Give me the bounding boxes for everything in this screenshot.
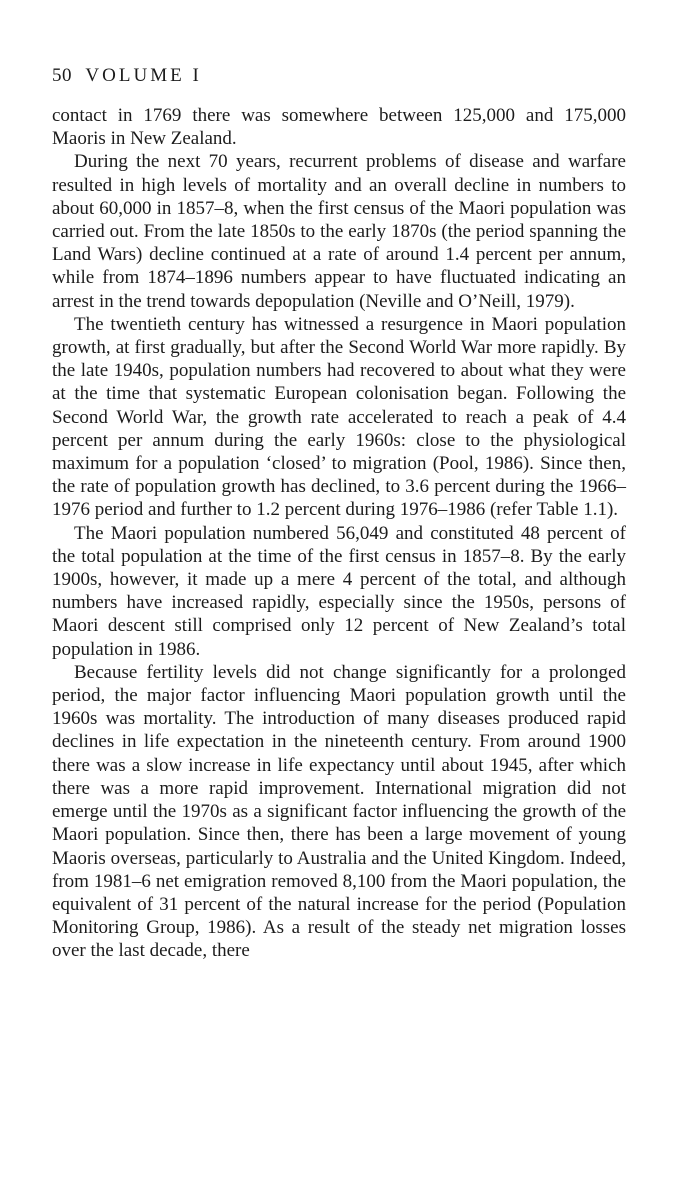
paragraph-mortality-migration: Because fertility levels did not change significantly for a prolonged period, the major factor influencing Maori population growth until the 1960s was mortality. The introduction of many diseases produced rapid declines in life expectation in the nineteenth century. From around 1900 there was a slow increase in life expectancy until about 1945, after which there was a more rapid improvement. International migration did not emerge until the 1970s as a significant factor influencing the growth of the Maori population. Since then, there has been a large movement of young Maoris overseas, particularly to Australia and the United Kingdom. Indeed, from 1981–6 net emigration removed 8,100 from the Maori population, the equivalent of 31 percent of the natural increase for the period (Population Monitoring Group, 1986). As a result of the steady net migration losses over the last decade, there bbox=[52, 661, 626, 962]
running-head bbox=[52, 64, 626, 88]
body-text bbox=[52, 104, 626, 963]
volume-label: VOLUME I bbox=[85, 65, 202, 86]
paragraph-resurgence: The twentieth century has witnessed a resurgence in Maori population growth, at first gradually, but after the Second World War more rapidly. By the late 1940s, population numbers had recovered to about what they were at the time that systematic European colonisation began. Following the Second World War, the growth rate accelerated to reach a peak of 4.4 percent per annum during the early 1960s: close to the physiological maximum for a population ‘closed’ to migration (Pool, 1986). Since then, the rate of population growth has declined, to 3.6 percent during the 1966–1976 period and further to 1.2 percent during 1976–1986 (refer Table 1.1). bbox=[52, 313, 626, 521]
paragraph-decline: During the next 70 years, recurrent problems of disease and warfare resulted in high levels of mortality and an overall decline in numbers to about 60,000 in 1857–8, when the first census of the Maori population was carried out. From the late 1850s to the early 1870s (the period spanning the Land Wars) decline continued at a rate of around 1.4 percent per annum, while from 1874–1896 numbers appear to have fluctuated indicating an arrest in the trend towards depopulation (Neville and O’Neill, 1979). bbox=[52, 151, 626, 312]
paragraph-proportion: The Maori population numbered 56,049 and constituted 48 percent of the total population at the time of the first census in 1857–8. By the early 1900s, however, it made up a mere 4 percent of the total, and although numbers have increased rapidly, especially since the 1950s, persons of Maori descent still comprised only 12 percent of New Zealand’s total population in 1986. bbox=[52, 522, 626, 660]
paragraph-continuation: contact in 1769 there was somewhere between 125,000 and 175,000 Maoris in New Zealand. bbox=[52, 105, 626, 150]
book-page bbox=[52, 64, 626, 963]
page-number: 50 bbox=[52, 65, 72, 86]
